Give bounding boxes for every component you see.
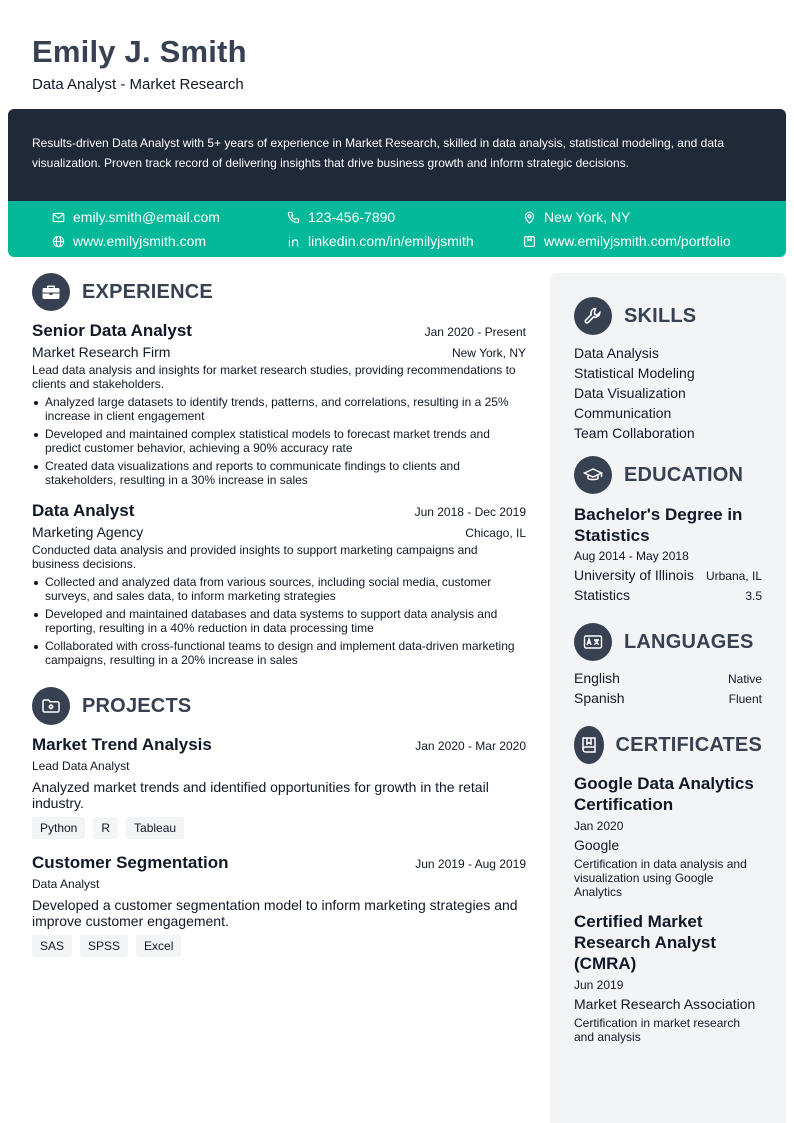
experience-heading [32,273,526,311]
contact-linkedin[interactable] [287,233,474,249]
certificate-issuer: Google [574,837,620,853]
experience-title: EXPERIENCE [82,280,213,303]
language-name: Spanish [574,690,625,706]
certificate-icon [574,726,604,764]
certificate-entry [574,911,762,1044]
linkedin-icon [287,235,300,248]
globe-icon [52,235,65,248]
job-location: Chicago, IL [465,526,526,540]
language-row [574,690,762,706]
wrench-icon [574,297,612,335]
summary-text: Results-driven Data Analyst with 5+ years of experience in Market Research, skilled in data analysis, statistical modeling, and data visualization. Proven track record of delivering insights that drive business growth and inform strategic decisions. [32,136,725,170]
tag-badge: Python [32,817,85,839]
job-dates: Jun 2018 - Dec 2019 [414,505,526,519]
job-bullet: Developed and maintained databases and data systems to support data analysis and reporting, resulting in a 40% reduction in data processing time [32,607,526,635]
tag-badge: R [93,817,118,839]
job-bullet: Analyzed large datasets to identify trends, patterns, and correlations, resulting in a 25% increase in client engagement [32,395,526,423]
project-role: Data Analyst [32,877,100,891]
education-heading [574,456,762,494]
projects-heading [32,687,526,725]
project-name: Market Trend Analysis [32,735,212,754]
education-degree: Bachelor's Degree in Statistics [574,505,743,545]
main-column [32,273,526,957]
contact-portfolio[interactable] [523,233,731,249]
certificate-name: Google Data Analytics Certification [574,774,754,814]
job-entry [32,321,526,487]
language-level: Native [727,672,762,686]
job-bullet: Created data visualizations and reports to communicate findings to clients and stakeholders, resulting in a 30% increase in sales [32,459,526,487]
contact-bar [8,201,786,257]
certificate-date: Jun 2019 [574,978,624,992]
job-bullets [32,395,526,487]
language-name: English [574,670,620,686]
job-dates: Jan 2020 - Present [424,325,526,339]
job-bullet: Collected and analyzed data from various sources, including social media, customer surveys, and sales data, to inform marketing strategies [32,575,526,603]
skills-list [574,343,762,443]
project-role: Lead Data Analyst [32,759,130,773]
certificates-heading [574,726,762,764]
certificate-description: Certification in market research and analysis [574,1016,741,1044]
education-entry [574,504,762,603]
contact-website[interactable] [52,233,206,249]
projects-title: PROJECTS [82,694,192,717]
job-company: Market Research Firm [32,344,171,360]
job-company: Marketing Agency [32,524,144,540]
mail-icon [52,211,65,224]
certificates-title: CERTIFICATES [615,733,762,756]
certificate-date: Jan 2020 [574,819,624,833]
tag-badge: Tableau [126,817,184,839]
project-tags [32,935,526,957]
project-dates: Jun 2019 - Aug 2019 [415,857,526,871]
project-dates: Jan 2020 - Mar 2020 [415,739,526,753]
job-bullet: Collaborated with cross-functional teams to design and implement data-driven marketing campaigns, resulting in a 20% increase in sales [32,639,526,667]
summary-section [8,109,786,201]
tag-badge: SAS [32,935,72,957]
skill-item: Communication [574,405,672,421]
education-dates: Aug 2014 - May 2018 [574,549,689,563]
language-level: Fluent [728,692,762,706]
languages-heading [574,623,762,661]
project-description: Analyzed market trends and identified opportunities for growth in the retail industry. [32,779,489,811]
certificate-name: Certified Market Research Analyst (CMRA) [574,912,717,973]
education-location: Urbana, IL [705,569,762,583]
map-pin-icon [523,211,536,224]
tag-badge: Excel [136,935,181,957]
candidate-name: Emily J. Smith [32,34,247,69]
folder-icon [32,687,70,725]
project-entry [32,853,526,957]
language-row [574,670,762,686]
skills-title: SKILLS [624,304,697,327]
project-description: Developed a customer segmentation model to inform marketing strategies and improve customer engagement. [32,897,518,929]
project-entry [32,735,526,839]
contact-linkedin-text: linkedin.com/in/emilyjsmith [308,233,474,249]
project-name: Customer Segmentation [32,853,229,872]
skill-item: Team Collaboration [574,425,695,441]
education-field: Statistics [574,587,631,603]
job-bullets [32,575,526,667]
contact-portfolio-text: www.emilyjsmith.com/portfolio [544,233,731,249]
job-bullet: Developed and maintained complex statistical models to forecast market trends and predict customer behavior, achieving a 90% accuracy rate [32,427,526,455]
tag-badge: SPSS [80,935,128,957]
resume-header [32,34,247,93]
job-entry [32,501,526,667]
job-location: New York, NY [451,346,526,360]
languages-title: LANGUAGES [624,630,754,653]
portfolio-icon [523,235,536,248]
contact-website-text: www.emilyjsmith.com [73,233,207,249]
contact-location [523,209,630,225]
graduation-cap-icon [574,456,612,494]
languages-list [574,670,762,706]
briefcase-icon [32,273,70,311]
certificate-issuer: Market Research Association [574,996,756,1012]
certificate-entry [574,773,762,899]
certificate-description: Certification in data analysis and visualization using Google Analytics [574,857,747,899]
education-school: University of Illinois [574,567,694,583]
phone-icon [287,211,300,224]
contact-phone-text: 123-456-7890 [308,209,396,225]
contact-phone[interactable] [287,209,395,225]
candidate-title: Data Analyst - Market Research [32,76,244,93]
job-role: Data Analyst [32,501,135,520]
job-description: Conducted data analysis and provided insights to support marketing campaigns and business decisions. [32,543,478,571]
contact-email[interactable] [52,209,220,225]
translate-icon [574,623,612,661]
skill-item: Data Visualization [574,385,686,401]
skills-heading [574,297,762,335]
job-description: Lead data analysis and insights for market research studies, providing recommendations to clients and stakeholders. [32,363,516,391]
skill-item: Statistical Modeling [574,365,695,381]
skill-item: Data Analysis [574,345,659,361]
education-title: EDUCATION [624,463,744,486]
project-tags [32,817,526,839]
education-gpa: 3.5 [745,589,762,603]
job-role: Senior Data Analyst [32,321,192,340]
contact-email-text: emily.smith@email.com [73,209,220,225]
contact-location-text: New York, NY [544,209,631,225]
sidebar-column [550,273,786,1123]
